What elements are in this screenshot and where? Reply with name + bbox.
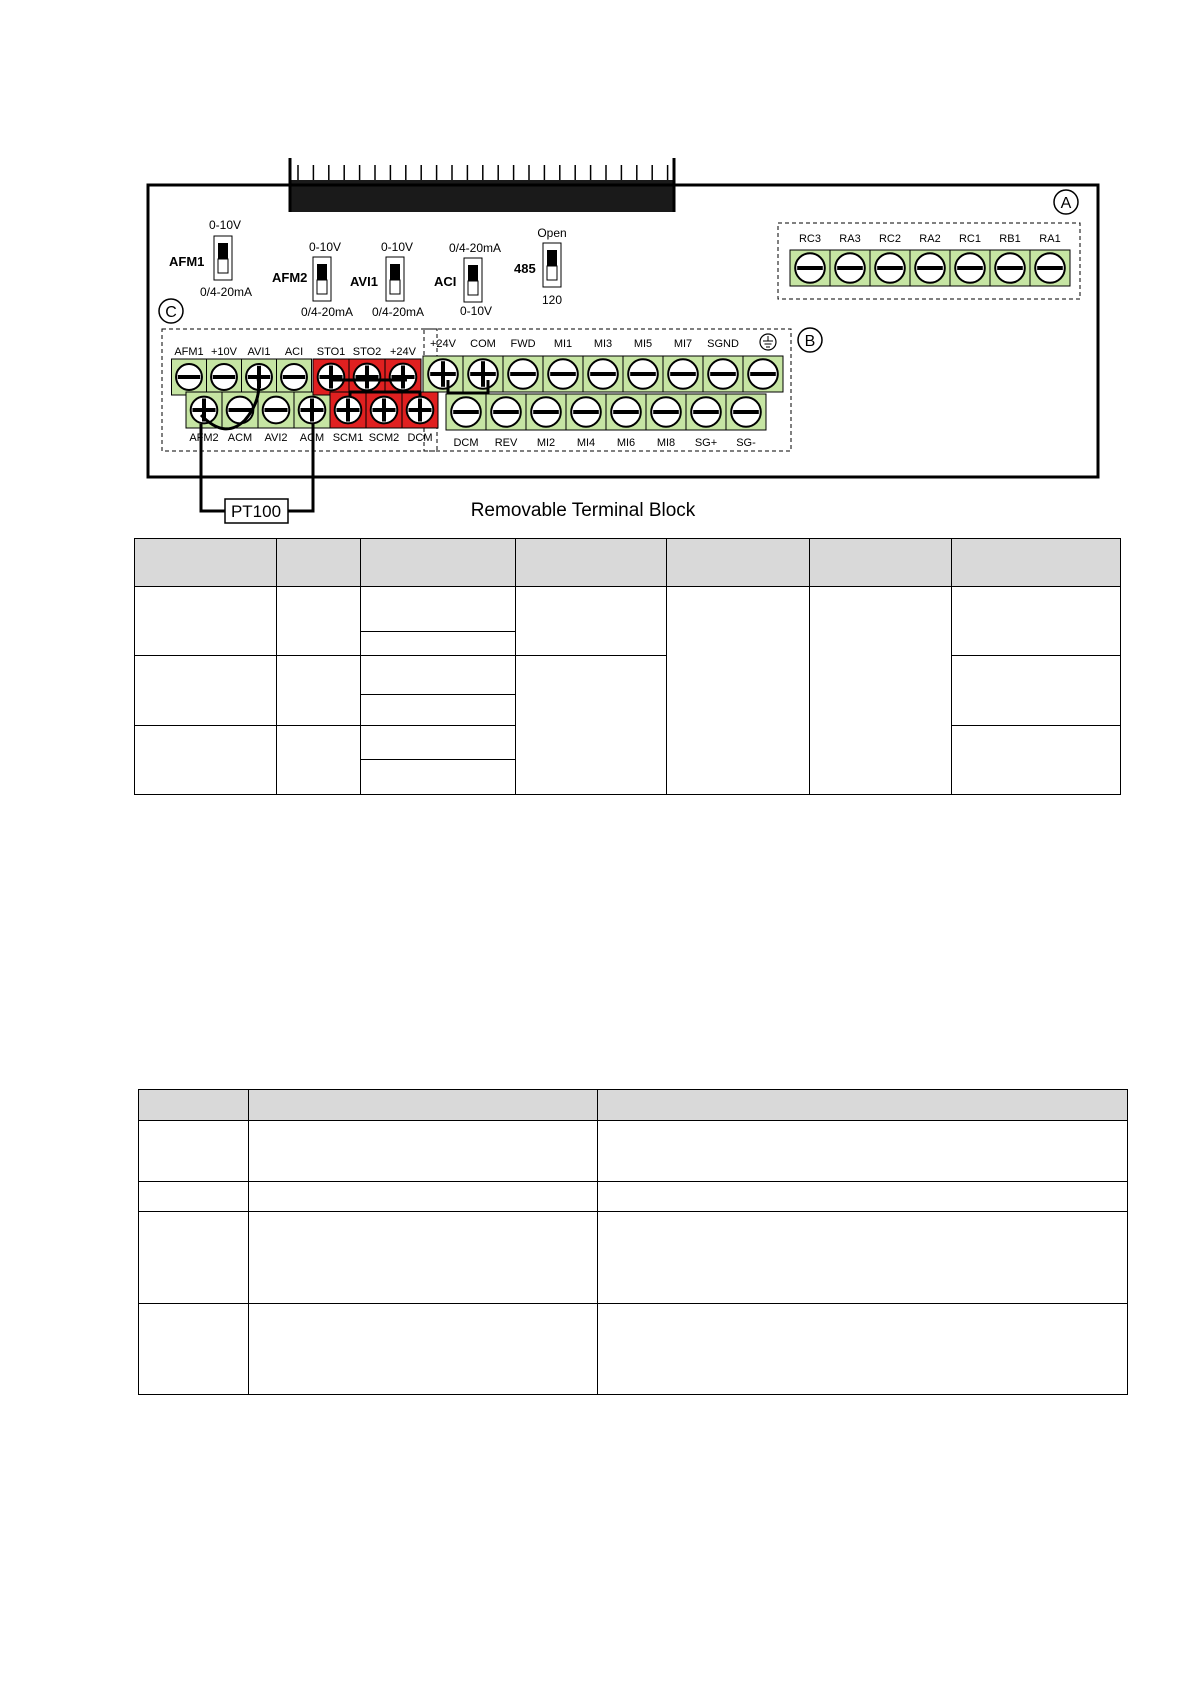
switch-avi1-top: 0-10V — [380, 240, 414, 254]
relay-label-2: RC2 — [878, 233, 902, 245]
digital-top-screw-1[interactable] — [468, 359, 498, 389]
switch-afm2-bottom: 0/4-20mA — [300, 305, 354, 319]
sto-top-screw-2[interactable] — [390, 364, 417, 391]
relay-label-6: RA1 — [1039, 233, 1061, 245]
digital-bottom-screw-3[interactable] — [571, 397, 601, 427]
table1-header-cell — [952, 539, 1121, 587]
table-cell — [360, 656, 515, 695]
analog-top-label-3: ACI — [284, 346, 304, 358]
table-cell — [360, 632, 515, 656]
table2-header-cell — [139, 1090, 249, 1121]
switch-aci[interactable] — [434, 241, 501, 318]
analog-top-label-2: AVI1 — [247, 346, 271, 358]
analog-bottom-screw-1[interactable] — [227, 397, 254, 424]
terminal-block-diagram — [0, 0, 1190, 540]
digital-top-label-7: SGND — [707, 338, 739, 350]
zone-c-label: C — [165, 304, 177, 321]
table1-header-row — [135, 539, 1121, 587]
analog-top-screw-0[interactable] — [176, 364, 202, 390]
table-cell — [597, 1182, 1127, 1212]
analog-top-screw-1[interactable] — [211, 364, 237, 390]
relay-screw-3[interactable] — [915, 253, 945, 283]
analog-bottom-label-1: ACM — [227, 432, 253, 444]
zone-a-label: A — [1060, 195, 1072, 212]
table2-header-cell — [248, 1090, 597, 1121]
digital-bottom-screw-2[interactable] — [531, 397, 561, 427]
digital-top-screw-2[interactable] — [508, 359, 538, 389]
analog-top-screw-3[interactable] — [281, 364, 307, 390]
switch-spec-table — [138, 1089, 1128, 1395]
table-cell — [515, 656, 667, 795]
relay-screw-4[interactable] — [955, 253, 985, 283]
ground-icon — [760, 334, 776, 350]
digital-top-terminals — [423, 338, 783, 392]
relay-terminals — [790, 233, 1070, 286]
sto-top-terminals — [313, 346, 421, 395]
table1-header-cell — [360, 539, 515, 587]
analog-top-label-1: +10V — [211, 346, 237, 358]
zone-b-label: B — [804, 333, 816, 350]
sto-bottom-screw-0[interactable] — [335, 397, 362, 424]
table1-header-cell — [135, 539, 277, 587]
digital-bottom-label-5: MI8 — [656, 437, 676, 449]
zone-c-marker — [159, 299, 183, 323]
digital-bottom-label-2: MI2 — [536, 437, 556, 449]
sto-bottom-label-0: SCM1 — [332, 432, 364, 444]
table-cell — [248, 1182, 597, 1212]
table-cell — [360, 587, 515, 632]
sto-bottom-label-2: DCM — [407, 432, 433, 444]
switch-avi1-name: AVI1 — [350, 274, 378, 289]
digital-bottom-screw-7[interactable] — [731, 397, 761, 427]
digital-bottom-screw-6[interactable] — [691, 397, 721, 427]
switch-485-top: Open — [537, 226, 567, 240]
sto-top-label-1: STO2 — [352, 346, 382, 358]
digital-top-screw-3[interactable] — [548, 359, 578, 389]
sto-top-label-0: STO1 — [316, 346, 346, 358]
digital-top-label-5: MI5 — [633, 338, 653, 350]
table-row — [139, 1304, 1128, 1395]
switch-485-bottom: 120 — [541, 293, 563, 307]
digital-bottom-label-3: MI4 — [576, 437, 596, 449]
terminal-groups — [172, 233, 1071, 449]
relay-label-0: RC3 — [798, 233, 822, 245]
sto-top-screw-0[interactable] — [318, 364, 345, 391]
sto-top-screw-1[interactable] — [354, 364, 381, 391]
table-cell — [360, 726, 515, 760]
relay-label-1: RA3 — [839, 233, 861, 245]
digital-bottom-screw-0[interactable] — [451, 397, 481, 427]
digital-bottom-label-6: SG+ — [694, 437, 718, 449]
switch-aci-bottom: 0-10V — [459, 304, 493, 318]
sto-bottom-screw-1[interactable] — [371, 397, 398, 424]
table2-header-cell — [597, 1090, 1127, 1121]
relay-label-5: RB1 — [999, 233, 1021, 245]
table1-header-cell — [667, 539, 810, 587]
table-cell — [139, 1121, 249, 1182]
relay-screw-2[interactable] — [875, 253, 905, 283]
table-row — [139, 1121, 1128, 1182]
table1-header-cell — [515, 539, 667, 587]
relay-screw-1[interactable] — [835, 253, 865, 283]
table-cell — [952, 726, 1121, 795]
digital-top-label-1: COM — [470, 338, 496, 350]
sto-bottom-screw-2[interactable] — [407, 397, 434, 424]
diagram-caption: Removable Terminal Block — [470, 500, 696, 521]
table-cell — [135, 656, 277, 726]
switch-afm1[interactable] — [169, 218, 252, 299]
table-cell — [276, 656, 360, 726]
switch-avi1[interactable] — [350, 240, 424, 319]
relay-screw-5[interactable] — [995, 253, 1025, 283]
control-board-outline — [148, 185, 1098, 477]
relay-label-4: RC1 — [958, 233, 982, 245]
table-row — [135, 656, 1121, 695]
table-cell — [248, 1121, 597, 1182]
table1-header-cell — [810, 539, 952, 587]
digital-bottom-screw-4[interactable] — [611, 397, 641, 427]
terminal-spec-table — [134, 538, 1121, 795]
pt100-label: PT100 — [230, 502, 282, 521]
digital-top-label-0: +24V — [430, 338, 456, 350]
analog-bottom-label-0: AFM2 — [189, 432, 219, 444]
table-cell — [248, 1304, 597, 1395]
zone-a-marker — [1054, 190, 1078, 214]
digital-top-screw-5[interactable] — [628, 359, 658, 389]
analog-bottom-label-3: ACM — [299, 432, 325, 444]
analog-bottom-screw-2[interactable] — [263, 397, 290, 424]
digital-top-label-4: MI3 — [593, 338, 613, 350]
table1-header-cell — [276, 539, 360, 587]
digital-top-label-6: MI7 — [673, 338, 693, 350]
switch-afm1-bottom: 0/4-20mA — [199, 285, 253, 299]
digital-top-screw-7[interactable] — [708, 359, 738, 389]
digital-bottom-label-1: REV — [494, 437, 518, 449]
table-cell — [667, 587, 810, 795]
switch-aci-top: 0/4-20mA — [448, 241, 502, 255]
table-cell — [276, 726, 360, 795]
digital-bottom-label-0: DCM — [453, 437, 479, 449]
table-row — [139, 1212, 1128, 1304]
digital-top-screw-6[interactable] — [668, 359, 698, 389]
digital-top-label-2: FWD — [510, 338, 536, 350]
table-cell — [139, 1182, 249, 1212]
switch-485[interactable] — [514, 226, 567, 307]
switch-afm1-top: 0-10V — [208, 218, 242, 232]
table-cell — [139, 1212, 249, 1304]
table-cell — [597, 1304, 1127, 1395]
switch-afm1-name: AFM1 — [169, 254, 205, 269]
digital-bottom-label-7: SG- — [736, 437, 756, 449]
table-cell — [952, 587, 1121, 656]
digital-top-label-3: MI1 — [553, 338, 573, 350]
table-cell — [135, 587, 277, 656]
table-cell — [360, 760, 515, 795]
analog-top-terminals — [172, 346, 312, 395]
table-cell — [597, 1121, 1127, 1182]
table-cell — [248, 1212, 597, 1304]
table2-header-row — [139, 1090, 1128, 1121]
switch-afm2[interactable] — [272, 240, 353, 319]
digital-top-screw-0[interactable] — [428, 359, 458, 389]
table-row — [135, 587, 1121, 632]
table-cell — [810, 587, 952, 795]
table-cell — [515, 587, 667, 656]
analog-bottom-label-2: AVI2 — [264, 432, 288, 444]
table-row — [139, 1182, 1128, 1212]
table-cell — [135, 726, 277, 795]
table-cell — [276, 587, 360, 656]
switch-485-name: 485 — [514, 261, 536, 276]
digital-bottom-screw-1[interactable] — [491, 397, 521, 427]
table-cell — [597, 1212, 1127, 1304]
digital-bottom-screw-5[interactable] — [651, 397, 681, 427]
switch-avi1-bottom: 0/4-20mA — [371, 305, 425, 319]
relay-label-3: RA2 — [919, 233, 941, 245]
digital-bottom-label-4: MI6 — [616, 437, 636, 449]
zone-b-marker — [798, 328, 822, 352]
switch-aci-name: ACI — [434, 274, 457, 289]
pt100-sensor — [225, 499, 288, 523]
digital-top-screw-4[interactable] — [588, 359, 618, 389]
sto-top-label-2: +24V — [390, 346, 416, 358]
relay-screw-6[interactable] — [1035, 253, 1065, 283]
table-cell — [360, 695, 515, 726]
relay-screw-0[interactable] — [795, 253, 825, 283]
table-cell — [139, 1304, 249, 1395]
sto-bottom-terminals — [330, 392, 438, 444]
switch-afm2-name: AFM2 — [272, 270, 308, 285]
switch-afm2-top: 0-10V — [308, 240, 342, 254]
digital-top-screw-8[interactable] — [748, 359, 778, 389]
sto-bottom-label-1: SCM2 — [368, 432, 400, 444]
analog-bottom-screw-3[interactable] — [299, 397, 326, 424]
analog-top-label-0: AFM1 — [174, 346, 204, 358]
digital-bottom-terminals — [446, 394, 766, 449]
table-cell — [952, 656, 1121, 726]
